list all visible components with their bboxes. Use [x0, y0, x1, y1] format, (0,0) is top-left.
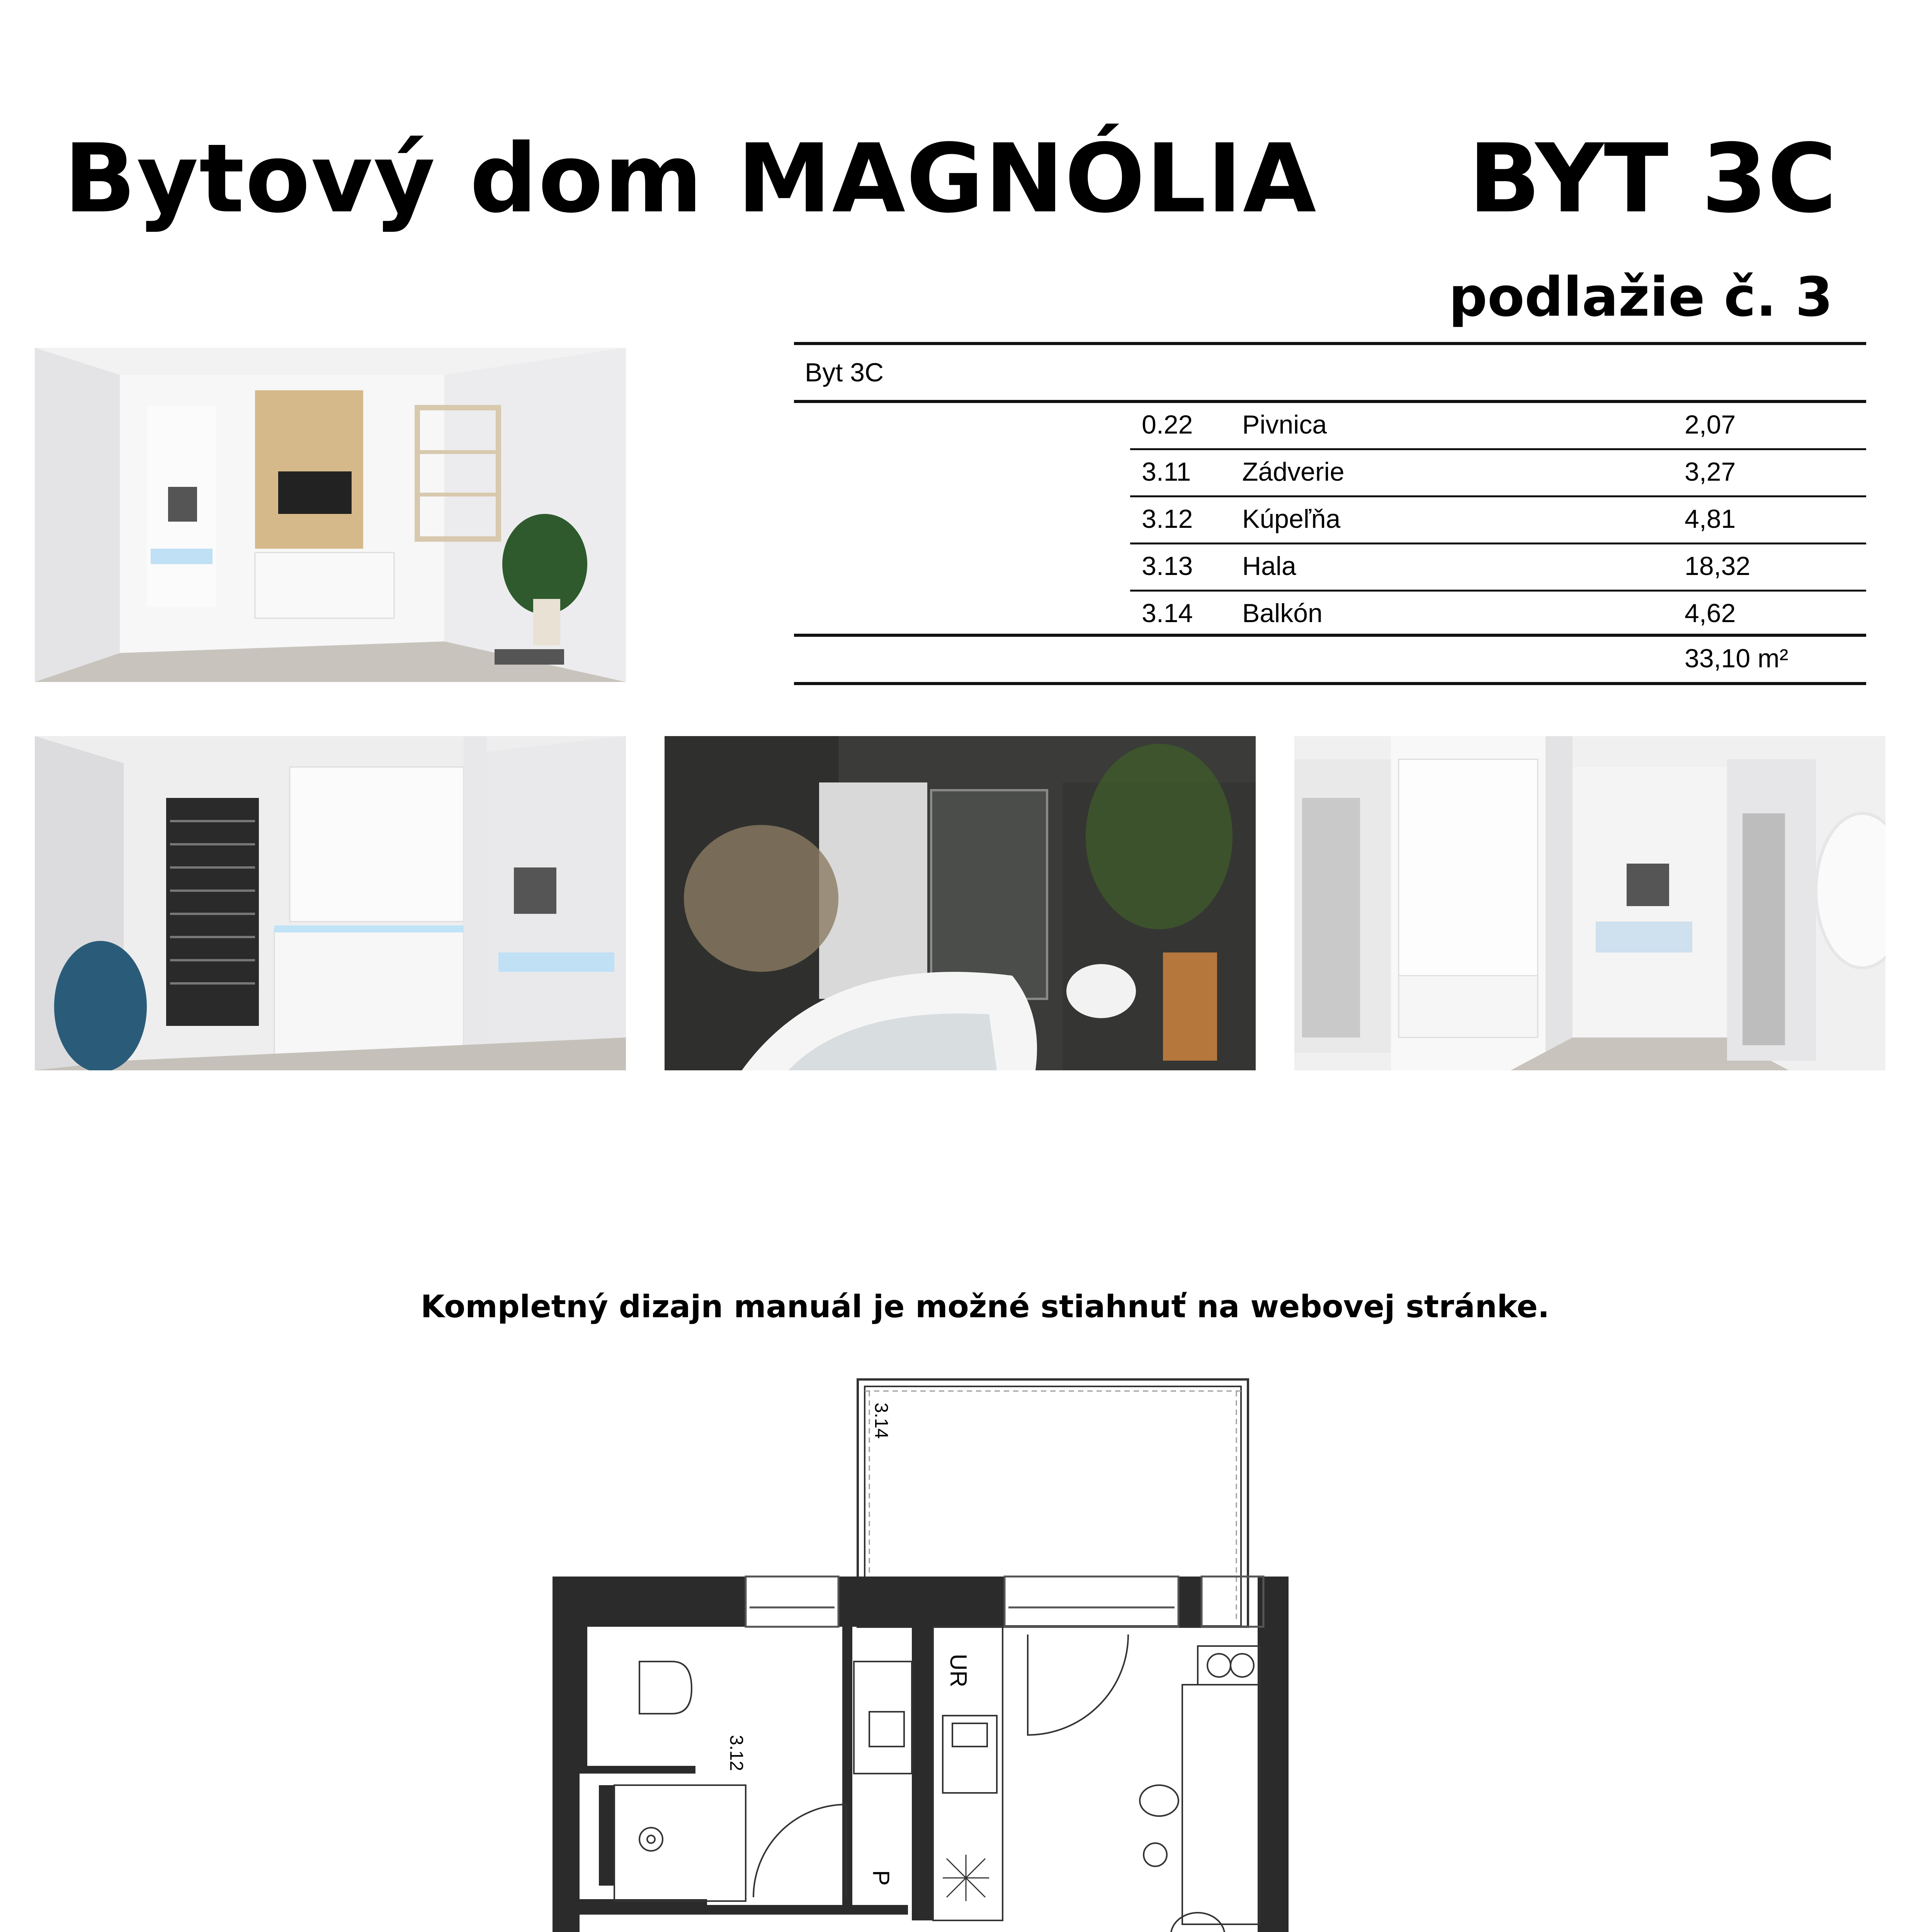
room-area: 2,07 [1685, 410, 1736, 439]
photo-living-room [35, 348, 626, 682]
room-name: Kúpeľňa [1242, 504, 1341, 534]
room-code-bath: 3.12 [726, 1735, 746, 1771]
building-title: Bytový dom MAGNÓLIA [64, 124, 1317, 234]
room-code: 3.12 [1142, 504, 1193, 534]
room-area: 18,32 [1685, 551, 1751, 581]
room-area: 4,62 [1685, 599, 1736, 628]
photo-hallway [1294, 736, 1885, 1070]
row-divider [1130, 448, 1866, 450]
room-name: Balkón [1242, 599, 1323, 628]
symbol-ur: UR [945, 1654, 971, 1687]
unit-title: BYT 3C [1468, 124, 1837, 234]
room-code-balcony: 3.14 [871, 1403, 891, 1439]
table-heading: Byt 3C [805, 358, 884, 387]
tagline: Kompletný dizajn manuál je možné stiahnuť na webovej stránke. [420, 1289, 1550, 1325]
row-divider [1130, 590, 1866, 592]
room-area: 3,27 [1685, 457, 1736, 486]
photo-kitchen [35, 736, 626, 1070]
row-divider [1130, 495, 1866, 497]
room-name: Pivnica [1242, 410, 1327, 439]
floor-label: podlažie č. 3 [1448, 266, 1833, 329]
floor-plan [541, 1368, 1314, 1932]
sanitary-fixtures [614, 1662, 912, 1901]
room-name: Hala [1242, 551, 1296, 581]
room-code: 0.22 [1142, 410, 1193, 439]
room-area: 4,81 [1685, 504, 1736, 534]
kitchen-unit [933, 1627, 1260, 1932]
room-code: 3.13 [1142, 551, 1193, 581]
table-total: 33,10 m² [1685, 644, 1788, 673]
photo-bathroom [665, 736, 1256, 1070]
room-code: 3.11 [1142, 457, 1191, 486]
row-divider [1130, 543, 1866, 544]
room-code: 3.14 [1142, 599, 1193, 628]
symbol-p: P [868, 1870, 894, 1886]
room-name: Zádverie [1242, 457, 1345, 486]
